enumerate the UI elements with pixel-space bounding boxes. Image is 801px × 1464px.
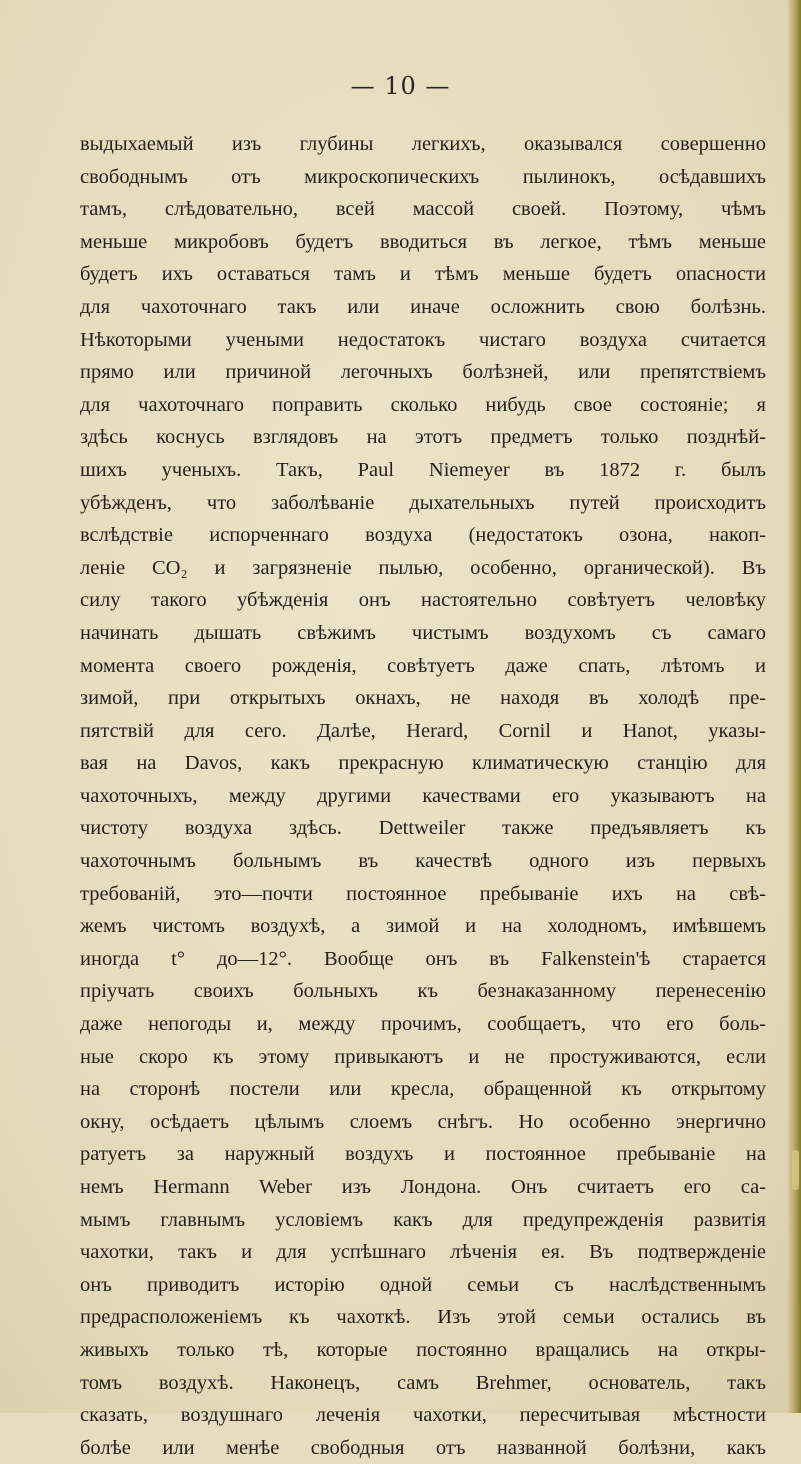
text-line: шихъ ученыхъ. Такъ, Paul Niemeyer въ 1872 г. былъ xyxy=(80,458,766,481)
text-line: вая на Davos, какъ прекрасную климатическую станцію для xyxy=(80,752,766,775)
text-line: даже непогоды и, между прочимъ, сообщаетъ, что его боль- xyxy=(80,1013,766,1036)
body-text xyxy=(80,128,766,1464)
text-line: выдыхаемый изъ глубины легкихъ, оказывался совершенно xyxy=(80,133,766,155)
text-line: чахоточныхъ, между другими качествами его указываютъ на xyxy=(80,784,766,807)
text-line: Нѣкоторыми учеными недостатокъ чистаго воздуха считается xyxy=(80,328,766,351)
text-line: леніе CO₂ и загрязненіе пылью, особенно, органической). Въ xyxy=(80,556,766,579)
text-line: ратуетъ за наружный воздухъ и постоянное пребываніе на xyxy=(80,1143,766,1166)
text-line: вслѣдствіе испорченнаго воздуха (недостатокъ озона, накоп- xyxy=(80,524,766,547)
text-line: предрасположеніемъ къ чахоткѣ. Изъ этой семьи остались въ xyxy=(80,1306,766,1329)
text-line: ные скоро къ этому привыкаютъ и не простуживаются, если xyxy=(80,1045,766,1068)
text-line: тамъ, слѣдовательно, всей массой своей. Поэтому, чѣмъ xyxy=(80,198,766,221)
page-edge-shadow xyxy=(787,0,801,1413)
text-line: требованій, это—почти постоянное пребываніе ихъ на свѣ- xyxy=(80,882,766,905)
text-line: начинать дышать свѣжимъ чистымъ воздухомъ съ самаго xyxy=(80,621,766,644)
text-line: болѣе или менѣе свободныя отъ названной болѣзни, какъ xyxy=(80,1436,766,1459)
text-line: на сторонѣ постели или кресла, обращенной къ открытому xyxy=(80,1078,766,1101)
text-line: зимой, при открытыхъ окнахъ, не находя въ холодѣ пре- xyxy=(80,687,766,710)
text-line: живыхъ только тѣ, которые постоянно вращались на откры- xyxy=(80,1338,766,1361)
text-line: пріучать своихъ больныхъ къ безнаказанному перенесенію xyxy=(80,980,766,1003)
text-line: немъ Hermann Weber изъ Лондона. Онъ считаетъ его са- xyxy=(80,1176,766,1198)
text-line: сказать, воздушнаго леченія чахотки, пересчитывая мѣстности xyxy=(80,1404,766,1427)
text-line: жемъ чистомъ воздухѣ, а зимой и на холодномъ, имѣвшемъ xyxy=(80,915,766,938)
text-line: иногда t° до—12°. Вообще онъ въ Falkenstein'ѣ старается xyxy=(80,947,766,970)
text-line: для чахоточнаго поправить сколько нибудь свое состояніе; я xyxy=(80,393,766,416)
page-number: — 10 — xyxy=(350,72,451,100)
text-line: чистоту воздуха здѣсь. Dettweiler также предъявляетъ къ xyxy=(80,817,766,840)
text-line: меньше микробовъ будетъ вводиться въ легкое, тѣмъ меньше xyxy=(80,230,766,253)
text-line: чахоточнымъ больнымъ въ качествѣ одного изъ первыхъ xyxy=(80,850,766,873)
text-line: пятствій для сего. Далѣе, Herard, Cornil и Hanot, указы- xyxy=(80,719,766,742)
text-line: окну, осѣдаетъ цѣлымъ слоемъ снѣгъ. Но особенно энергично xyxy=(80,1110,766,1133)
text-line: для чахоточнаго такъ или иначе осложнить свою болѣзнь. xyxy=(80,295,766,318)
text-line: будетъ ихъ оставаться тамъ и тѣмъ меньше будетъ опасности xyxy=(80,263,766,286)
text-line: мымъ главнымъ условіемъ какъ для предупрежденія развитія xyxy=(80,1208,766,1231)
text-line: томъ воздухѣ. Наконецъ, самъ Brehmer, основатель, такъ xyxy=(80,1371,766,1394)
text-line: здѣсь коснусь взглядовъ на этотъ предметъ только позднѣй- xyxy=(80,426,766,449)
text-line: чахотки, такъ и для успѣшнаго лѣченія ея. Въ подтвержденіе xyxy=(80,1241,766,1264)
text-line: прямо или причиной легочныхъ болѣзней, или препятствіемъ xyxy=(80,361,766,384)
page-edge-mark xyxy=(792,1150,799,1190)
text-line: момента своего рожденія, совѣтуетъ даже спать, лѣтомъ и xyxy=(80,654,766,677)
text-line: свободнымъ отъ микроскопическихъ пылинокъ, осѣдавшихъ xyxy=(80,165,766,188)
text-line: убѣжденъ, что заболѣваніе дыхательныхъ путей происходитъ xyxy=(80,491,766,514)
text-line: силу такого убѣжденія онъ настоятельно совѣтуетъ человѣку xyxy=(80,589,766,612)
text-line: онъ приводитъ исторію одной семьи съ наслѣдственнымъ xyxy=(80,1273,766,1296)
